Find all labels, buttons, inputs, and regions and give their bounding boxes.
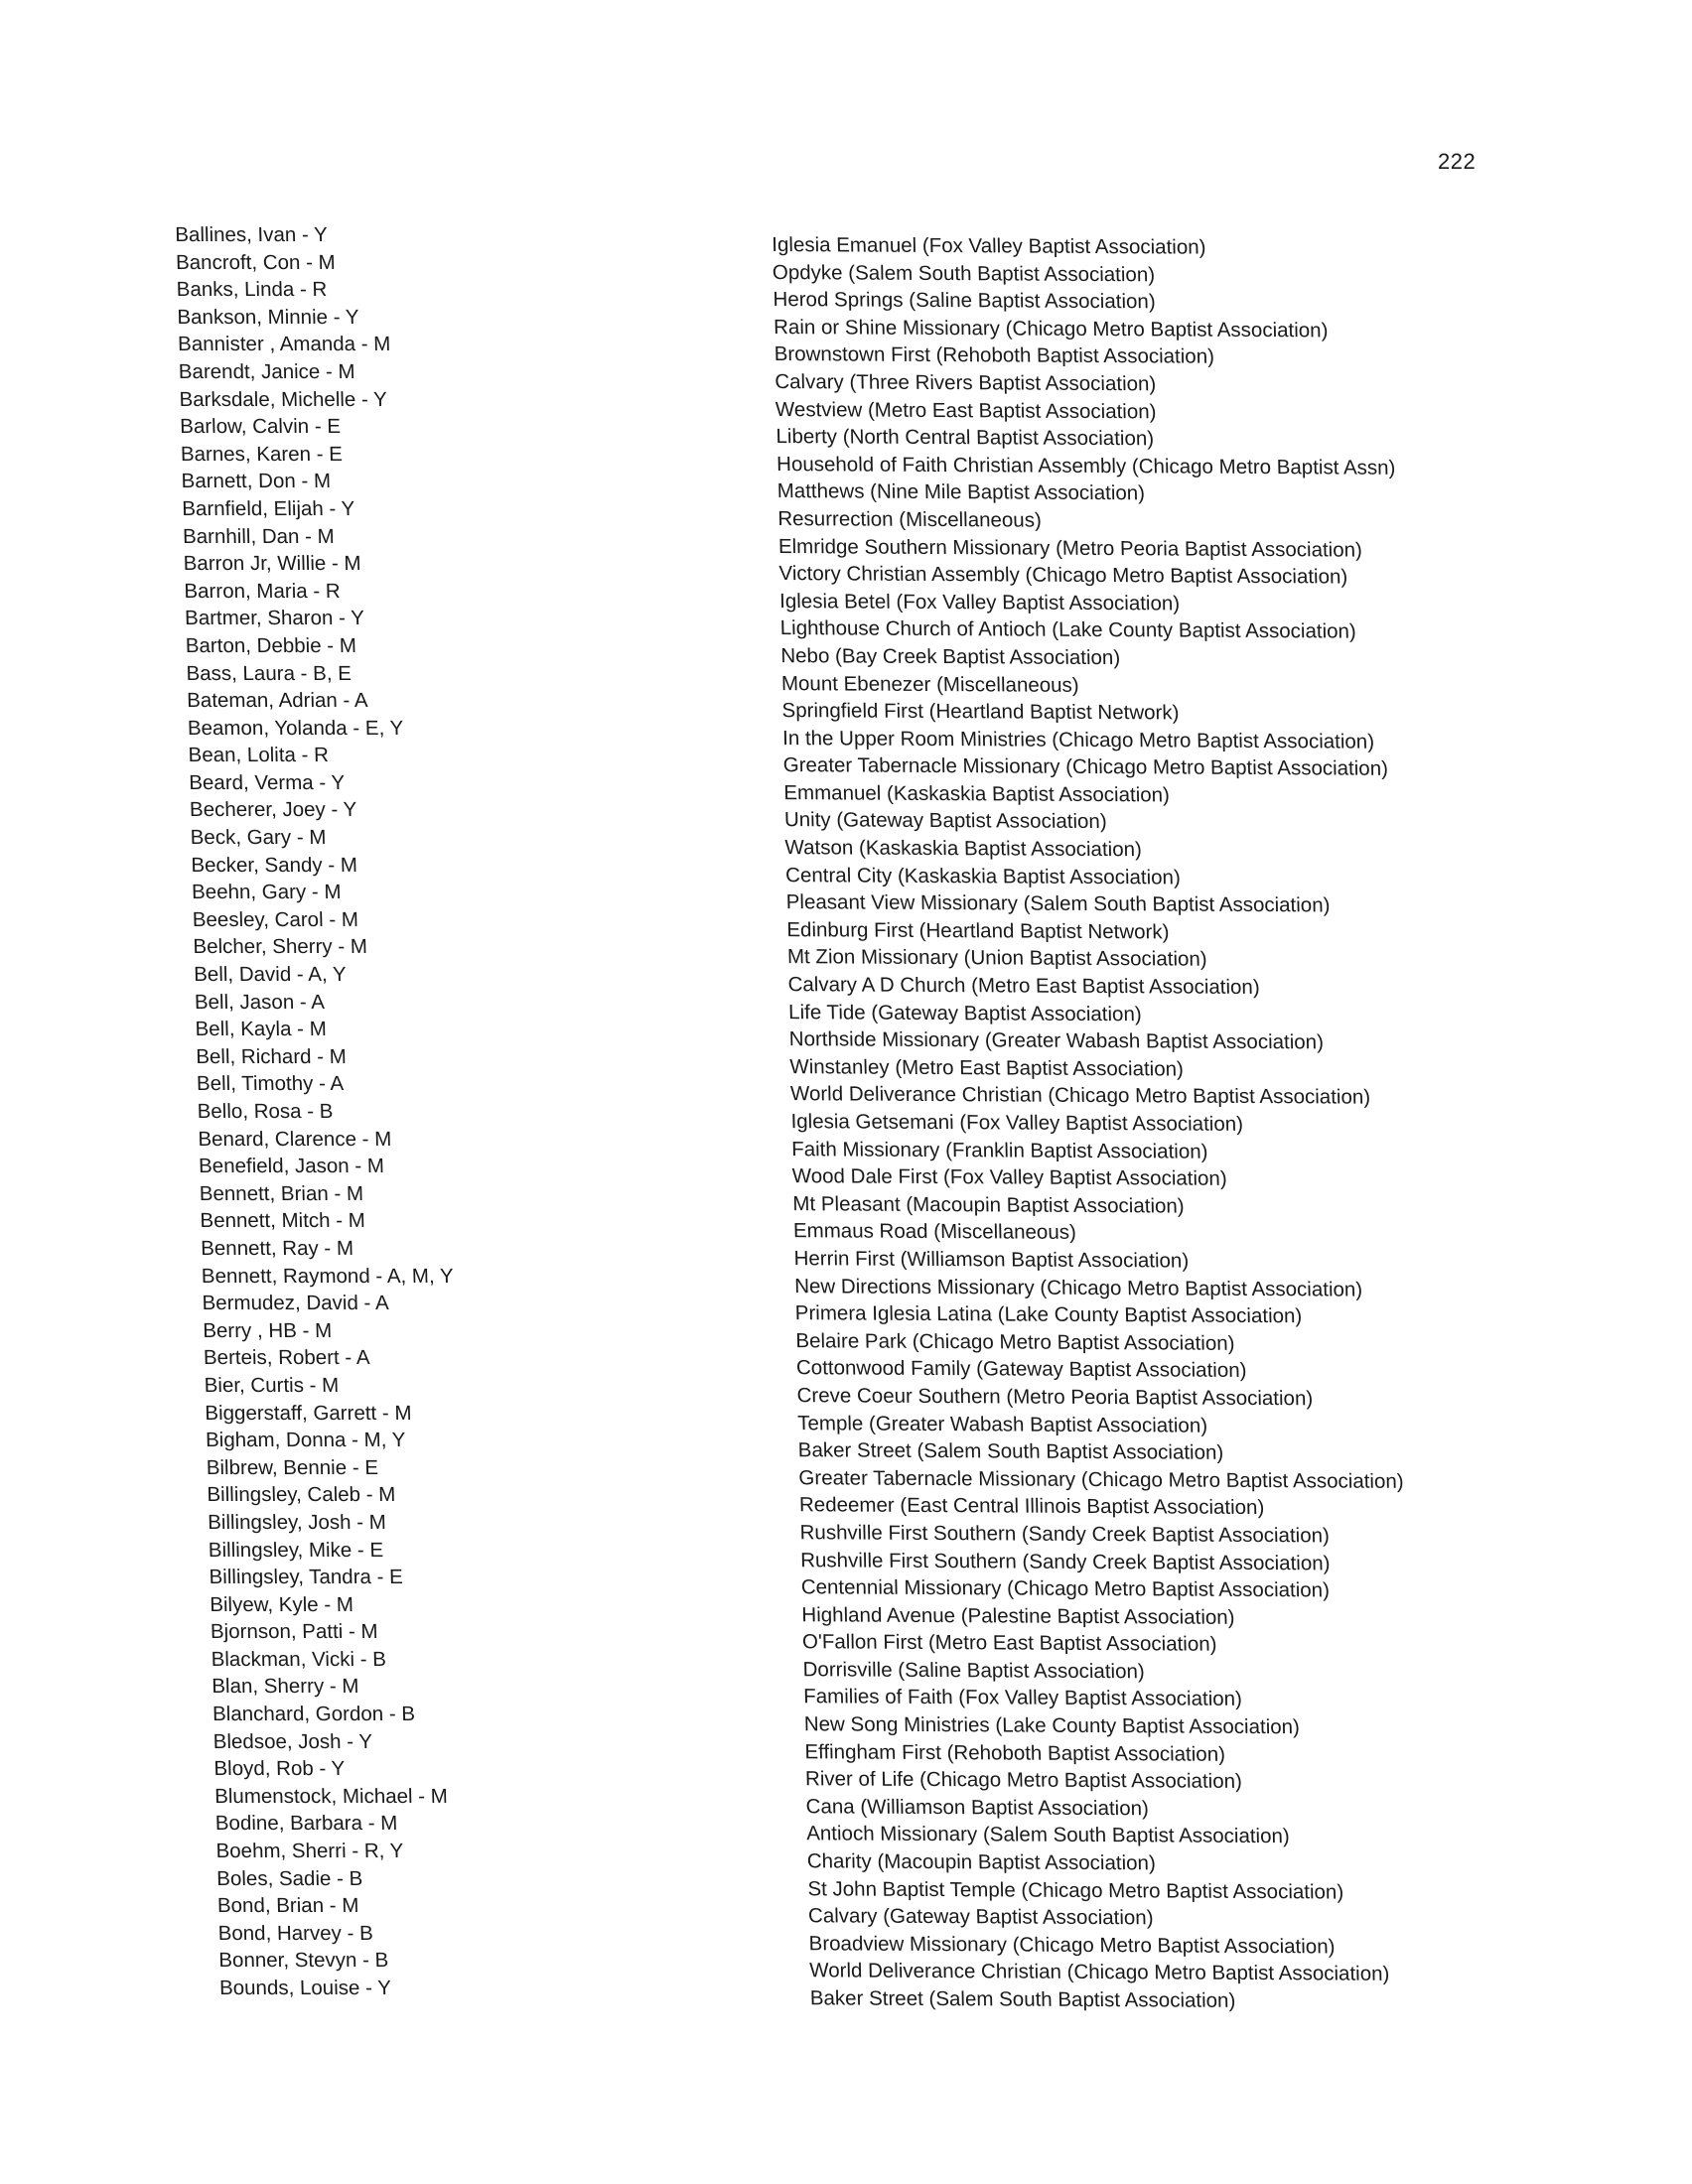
name-entry: Barron, Maria - R: [184, 579, 341, 603]
churches-column: [772, 231, 1429, 2016]
name-entry: Bateman, Adrian - A: [186, 689, 368, 713]
church-entry: Matthews (Nine Mile Baptist Association): [776, 479, 1146, 505]
name-entry: Bean, Lolita - R: [188, 744, 330, 767]
name-entry: Berry , HB - M: [202, 1318, 333, 1342]
church-entry: Resurrection (Miscellaneous): [777, 506, 1043, 532]
church-entry: Nebo (Bay Creek Baptist Association): [780, 643, 1121, 670]
church-entry: Central City (Kaskaskia Baptist Association): [784, 863, 1182, 889]
church-entry: Rain or Shine Missionary (Chicago Metro Baptist Association): [773, 315, 1329, 342]
church-entry: Mt Zion Missionary (Union Baptist Association): [786, 945, 1207, 972]
names-column: [175, 221, 472, 2002]
church-entry: Calvary A D Church (Metro East Baptist Association): [787, 973, 1260, 1000]
church-entry: St John Baptist Temple (Chicago Metro Baptist Association): [807, 1876, 1344, 1904]
name-entry: Benard, Clarence - M: [198, 1127, 392, 1151]
church-entry: World Deliverance Christian (Chicago Metro Baptist Association): [789, 1082, 1371, 1110]
name-entry: Boles, Sadie - B: [215, 1866, 363, 1890]
church-entry: Faith Missionary (Franklin Baptist Association): [790, 1137, 1208, 1163]
church-entry: Cottonwood Family (Gateway Baptist Association): [795, 1356, 1247, 1383]
name-entry: Beamon, Yolanda - E, Y: [187, 716, 404, 740]
church-entry: Highland Avenue (Palestine Baptist Association): [801, 1602, 1235, 1629]
church-entry: Unity (Gateway Baptist Association): [783, 808, 1107, 834]
church-entry: Opdyke (Salem South Baptist Association): [772, 260, 1156, 286]
name-entry: Barton, Debbie - M: [185, 633, 357, 657]
church-entry: Calvary (Gateway Baptist Association): [807, 1904, 1154, 1930]
church-entry: In the Upper Room Ministries (Chicago Metro Baptist Association): [781, 726, 1375, 753]
name-entry: Bell, Richard - M: [196, 1044, 348, 1068]
church-entry: Mt Pleasant (Macoupin Baptist Association): [792, 1191, 1185, 1218]
church-entry: Centennial Missionary (Chicago Metro Baptist Association): [800, 1575, 1331, 1602]
name-entry: Bond, Brian - M: [216, 1894, 359, 1918]
name-entry: Bilyew, Kyle - M: [209, 1592, 354, 1616]
church-entry: World Deliverance Christian (Chicago Metro Baptist Association): [808, 1959, 1390, 1986]
church-entry: Redeemer (East Central Illinois Baptist Association): [798, 1493, 1265, 1520]
name-entry: Belcher, Sherry - M: [193, 935, 368, 959]
church-entry: Charity (Macoupin Baptist Association): [806, 1849, 1157, 1875]
church-entry: Liberty (North Central Baptist Association): [776, 425, 1155, 451]
church-entry: Iglesia Getsemani (Fox Valley Baptist Association): [790, 1110, 1244, 1136]
name-entry: Bello, Rosa - B: [197, 1100, 334, 1123]
church-entry: Brownstown First (Rehoboth Baptist Association): [774, 342, 1215, 369]
church-entry: Life Tide (Gateway Baptist Association): [787, 1000, 1142, 1025]
name-entry: Bass, Laura - B, E: [186, 661, 352, 685]
name-entry: Blackman, Vicki - B: [211, 1647, 387, 1671]
church-entry: Cana (Williamson Baptist Association): [805, 1795, 1150, 1821]
name-entry: Barnhill, Dan - M: [182, 524, 335, 548]
church-entry: Victory Christian Assembly (Chicago Metro Baptist Association): [778, 562, 1348, 589]
church-entry: Primera Iglesia Latina (Lake County Baptist Association): [794, 1301, 1303, 1328]
church-entry: Rushville First Southern (Sandy Creek Baptist Association): [799, 1521, 1331, 1548]
name-entry: Barendt, Janice - M: [178, 359, 355, 383]
name-entry: Barnett, Don - M: [181, 470, 332, 493]
name-entry: Bennett, Raymond - A, M, Y: [201, 1264, 454, 1288]
name-entry: Beard, Verma - Y: [189, 770, 346, 794]
name-entry: Bankson, Minnie - Y: [177, 305, 359, 329]
name-entry: Blumenstock, Michael - M: [213, 1784, 449, 1808]
name-entry: Billingsley, Caleb - M: [207, 1483, 396, 1507]
church-entry: Household of Faith Christian Assembly (Chicago Metro Baptist Assn): [776, 452, 1396, 479]
church-entry: Watson (Kaskaskia Baptist Association): [784, 836, 1143, 862]
page-number: 222: [1438, 149, 1477, 174]
name-entry: Bennett, Ray - M: [200, 1236, 354, 1260]
church-entry: O'Fallon First (Metro East Baptist Association): [801, 1630, 1217, 1657]
name-entry: Beck, Gary - M: [190, 826, 327, 850]
church-entry: Westview (Metro East Baptist Association): [775, 397, 1157, 423]
name-entry: Beesley, Carol - M: [192, 907, 359, 931]
church-entry: Emmanuel (Kaskaskia Baptist Association): [783, 780, 1171, 807]
church-entry: Baker Street (Salem South Baptist Association): [809, 1986, 1236, 2012]
church-entry: Effingham First (Rehoboth Baptist Association): [804, 1739, 1226, 1766]
church-entry: Edinburg First (Heartland Baptist Network): [786, 917, 1170, 944]
name-entry: Bond, Harvey - B: [217, 1921, 374, 1945]
church-entry: Lighthouse Church of Antioch (Lake County Baptist Association): [779, 616, 1357, 643]
name-entry: Bilbrew, Bennie - E: [206, 1455, 379, 1479]
name-entry: Bennett, Mitch - M: [200, 1209, 366, 1233]
church-entry: Pleasant View Missionary (Salem South Baptist Association): [785, 890, 1331, 917]
name-entry: Bigham, Donna - M, Y: [205, 1429, 406, 1452]
name-entry: Bannister , Amanda - M: [177, 333, 391, 356]
name-entry: Blanchard, Gordon - B: [212, 1703, 416, 1726]
church-entry: Herod Springs (Saline Baptist Association): [773, 288, 1156, 314]
church-entry: Dorrisville (Saline Baptist Association): [802, 1658, 1145, 1684]
name-entry: Bloyd, Rob - Y: [213, 1757, 346, 1781]
name-entry: Bledsoe, Josh - Y: [212, 1729, 373, 1753]
name-entry: Biggerstaff, Garrett - M: [205, 1401, 412, 1425]
church-entry: Baker Street (Salem South Baptist Association): [797, 1438, 1224, 1464]
name-entry: Bell, David - A, Y: [193, 963, 347, 987]
church-entry: Belaire Park (Chicago Metro Baptist Association): [795, 1328, 1235, 1355]
church-entry: Springfield First (Heartland Baptist Network): [781, 699, 1180, 725]
church-entry: Calvary (Three Rivers Baptist Association): [775, 369, 1157, 396]
name-entry: Bell, Kayla - M: [195, 1018, 328, 1041]
name-entry: Bjornson, Patti - M: [210, 1620, 378, 1644]
church-entry: New Directions Missionary (Chicago Metro Baptist Association): [793, 1274, 1363, 1301]
name-entry: Banks, Linda - R: [176, 278, 328, 302]
name-entry: Blan, Sherry - M: [212, 1675, 359, 1699]
church-entry: Iglesia Emanuel (Fox Valley Baptist Association): [772, 233, 1206, 259]
church-entry: Temple (Greater Wabash Baptist Association): [796, 1411, 1208, 1437]
name-entry: Bartmer, Sharon - Y: [184, 607, 365, 630]
church-entry: Northside Missionary (Greater Wabash Baptist Association): [788, 1027, 1325, 1054]
name-entry: Barnfield, Elijah - Y: [182, 496, 355, 520]
church-entry: River of Life (Chicago Metro Baptist Association): [804, 1767, 1243, 1794]
church-entry: Rushville First Southern (Sandy Creek Baptist Association): [799, 1548, 1331, 1574]
name-entry: Barlow, Calvin - E: [179, 415, 342, 439]
name-entry: Bell, Timothy - A: [196, 1072, 345, 1096]
name-entry: Barnes, Karen - E: [180, 442, 344, 466]
name-entry: Berteis, Robert - A: [203, 1346, 370, 1370]
name-entry: Becherer, Joey - Y: [189, 798, 357, 822]
church-entry: Winstanley (Metro East Baptist Association): [789, 1054, 1185, 1081]
name-entry: Ballines, Ivan - Y: [175, 223, 329, 246]
name-entry: Bennett, Brian - M: [199, 1181, 364, 1205]
name-entry: Billingsley, Tandra - E: [209, 1566, 404, 1589]
name-entry: Barron Jr, Willie - M: [183, 552, 361, 576]
church-entry: Broadview Missionary (Chicago Metro Baptist Association): [808, 1932, 1336, 1959]
name-entry: Bodine, Barbara - M: [214, 1812, 398, 1836]
name-entry: Bonner, Stevyn - B: [218, 1949, 389, 1973]
name-entry: Billingsley, Josh - M: [207, 1510, 387, 1534]
name-entry: Barksdale, Michelle - Y: [179, 387, 388, 411]
name-entry: Beehn, Gary - M: [191, 881, 342, 904]
church-entry: Greater Tabernacle Missionary (Chicago Metro Baptist Association): [782, 753, 1389, 781]
church-entry: Families of Faith (Fox Valley Baptist Association): [802, 1685, 1243, 1711]
name-entry: Bounds, Louise - Y: [218, 1977, 392, 1999]
church-entry: Elmridge Southern Missionary (Metro Peoria Baptist Association): [777, 534, 1363, 562]
church-entry: Wood Dale First (Fox Valley Baptist Association): [791, 1164, 1227, 1191]
name-entry: Becker, Sandy - M: [191, 853, 358, 877]
church-entry: Emmaus Road (Miscellaneous): [792, 1219, 1077, 1245]
church-entry: New Song Ministries (Lake County Baptist Association): [803, 1712, 1301, 1739]
church-entry: Iglesia Betel (Fox Valley Baptist Association): [778, 589, 1181, 615]
church-entry: Creve Coeur Southern (Metro Peoria Baptist Association): [796, 1384, 1314, 1411]
church-entry: Antioch Missionary (Salem South Baptist Association): [805, 1822, 1290, 1848]
church-entry: Mount Ebenezer (Miscellaneous): [780, 671, 1079, 697]
church-entry: Herrin First (Williamson Baptist Association): [793, 1247, 1190, 1273]
name-entry: Bermudez, David - A: [202, 1292, 389, 1315]
name-entry: Benefield, Jason - M: [198, 1155, 385, 1178]
name-entry: Billingsley, Mike - E: [208, 1538, 384, 1562]
church-entry: Greater Tabernacle Missionary (Chicago Metro Baptist Association): [798, 1465, 1404, 1493]
name-entry: Bancroft, Con - M: [175, 250, 336, 274]
name-entry: Bell, Jason - A: [194, 990, 326, 1014]
name-entry: Bier, Curtis - M: [204, 1373, 340, 1397]
name-entry: Boehm, Sherri - R, Y: [215, 1840, 404, 1863]
